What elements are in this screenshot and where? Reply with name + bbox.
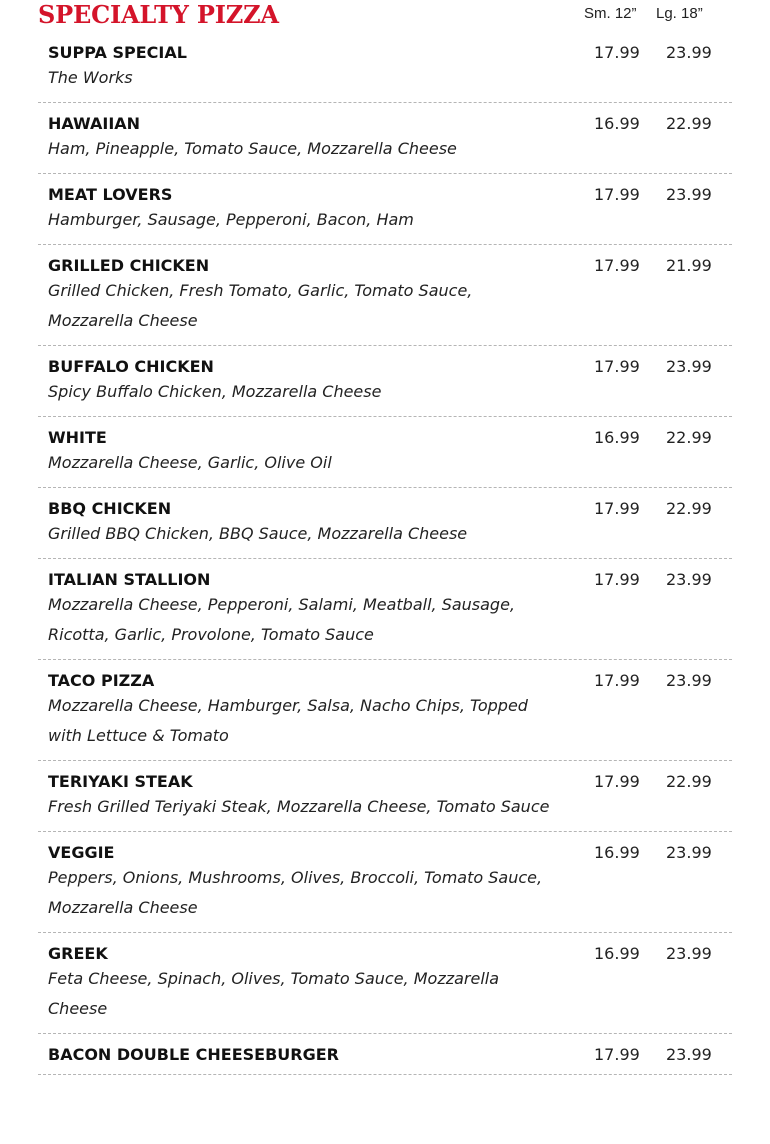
item-name: ITALIAN STALLION <box>48 570 211 589</box>
item-name: BACON DOUBLE CHEESEBURGER <box>48 1045 339 1064</box>
item-price-large: 23.99 <box>666 843 712 862</box>
item-name: TERIYAKI STEAK <box>48 772 193 791</box>
menu-item <box>38 417 732 488</box>
section-header <box>38 0 732 32</box>
item-price-large: 23.99 <box>666 357 712 376</box>
item-price-small: 16.99 <box>594 843 640 862</box>
item-price-small: 17.99 <box>594 772 640 791</box>
item-description: Hamburger, Sausage, Pepperoni, Bacon, Ham <box>48 210 414 229</box>
item-price-small: 17.99 <box>594 357 640 376</box>
menu-item <box>38 32 732 103</box>
item-name: SUPPA SPECIAL <box>48 43 187 62</box>
item-price-small: 17.99 <box>594 671 640 690</box>
item-price-small: 17.99 <box>594 43 640 62</box>
menu-item <box>38 761 732 832</box>
menu-item <box>38 174 732 245</box>
menu-item <box>38 660 732 761</box>
item-description: Spicy Buffalo Chicken, Mozzarella Cheese <box>48 382 382 401</box>
item-price-large: 23.99 <box>666 570 712 589</box>
specialty-pizza-menu <box>38 0 732 1075</box>
item-price-large: 23.99 <box>666 671 712 690</box>
item-description: Mozzarella Cheese, Pepperoni, Salami, Meatball, Sausage, Ricotta, Garlic, Provolone, Tomato Sauce <box>48 595 516 644</box>
item-description: Ham, Pineapple, Tomato Sauce, Mozzarella Cheese <box>48 139 457 158</box>
item-description: Mozzarella Cheese, Garlic, Olive Oil <box>48 453 332 472</box>
item-price-small: 17.99 <box>594 256 640 275</box>
section-title: SPECIALTY PIZZA <box>38 0 279 29</box>
menu-item <box>38 245 732 346</box>
item-price-large: 23.99 <box>666 43 712 62</box>
item-price-large: 23.99 <box>666 1045 712 1064</box>
menu-item <box>38 832 732 933</box>
item-price-small: 16.99 <box>594 114 640 133</box>
item-price-large: 22.99 <box>666 114 712 133</box>
item-description: Grilled Chicken, Fresh Tomato, Garlic, Tomato Sauce, Mozzarella Cheese <box>48 281 473 330</box>
item-name: BUFFALO CHICKEN <box>48 357 214 376</box>
item-price-large: 23.99 <box>666 944 712 963</box>
item-name: TACO PIZZA <box>48 671 155 690</box>
item-description: Grilled BBQ Chicken, BBQ Sauce, Mozzarella Cheese <box>48 524 468 543</box>
item-price-small: 16.99 <box>594 944 640 963</box>
item-name: GRILLED CHICKEN <box>48 256 210 275</box>
item-name: GREEK <box>48 944 108 963</box>
item-name: WHITE <box>48 428 107 447</box>
menu-item <box>38 103 732 174</box>
size-large-header: Lg. 18” <box>656 5 703 22</box>
item-price-large: 21.99 <box>666 256 712 275</box>
item-price-large: 22.99 <box>666 499 712 518</box>
item-name: MEAT LOVERS <box>48 185 173 204</box>
item-description: Fresh Grilled Teriyaki Steak, Mozzarella Cheese, Tomato Sauce <box>48 797 550 816</box>
item-price-small: 17.99 <box>594 1045 640 1064</box>
item-description: The Works <box>48 68 133 87</box>
item-price-small: 17.99 <box>594 499 640 518</box>
item-price-small: 17.99 <box>594 185 640 204</box>
item-price-large: 23.99 <box>666 185 712 204</box>
item-name: BBQ CHICKEN <box>48 499 172 518</box>
item-price-small: 17.99 <box>594 570 640 589</box>
item-description: Feta Cheese, Spinach, Olives, Tomato Sauce, Mozzarella Cheese <box>48 969 500 1018</box>
item-price-large: 22.99 <box>666 428 712 447</box>
menu-item <box>38 488 732 559</box>
item-name: VEGGIE <box>48 843 115 862</box>
menu-item <box>38 933 732 1034</box>
menu-item <box>38 346 732 417</box>
size-small-header: Sm. 12” <box>584 5 637 22</box>
item-name: HAWAIIAN <box>48 114 141 133</box>
menu-item <box>38 559 732 660</box>
item-price-large: 22.99 <box>666 772 712 791</box>
item-description: Mozzarella Cheese, Hamburger, Salsa, Nacho Chips, Topped with Lettuce & Tomato <box>48 696 528 745</box>
item-description: Peppers, Onions, Mushrooms, Olives, Broccoli, Tomato Sauce, Mozzarella Cheese <box>48 868 543 917</box>
menu-item <box>38 1034 732 1075</box>
item-price-small: 16.99 <box>594 428 640 447</box>
